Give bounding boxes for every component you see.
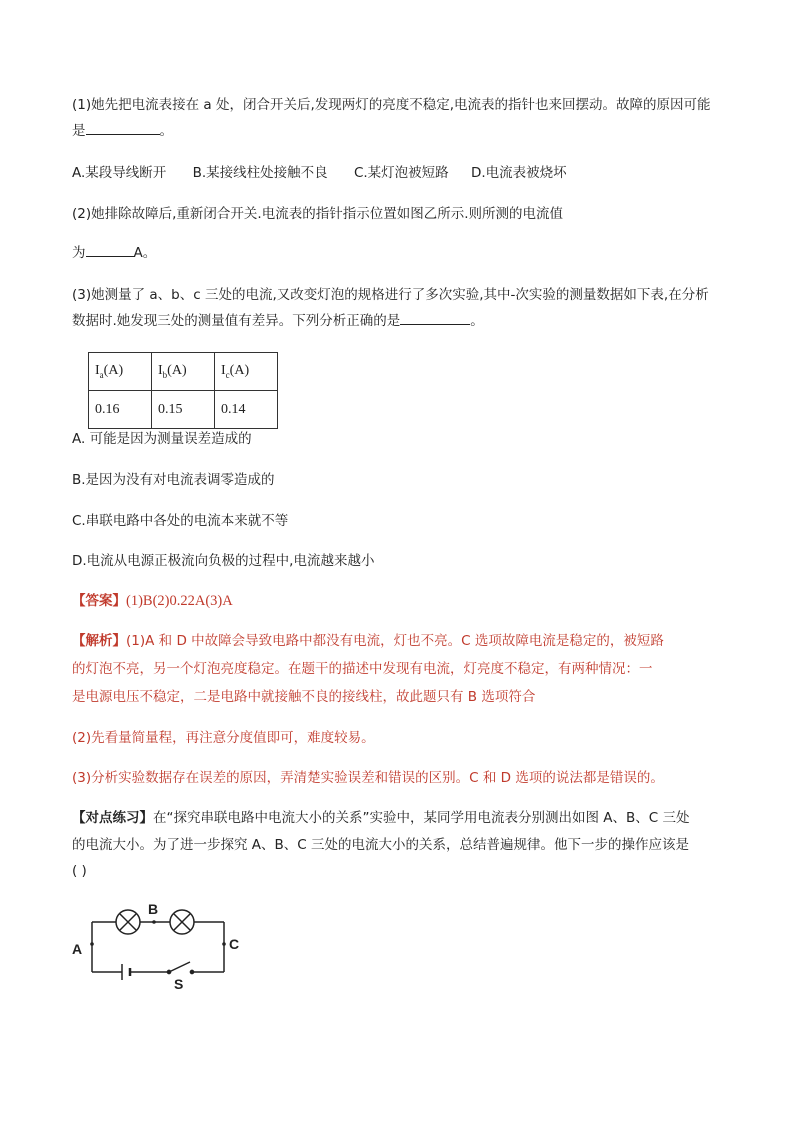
lamp-icon — [170, 910, 194, 934]
q2-stem-line1: (2)她排除故障后,重新闭合开关.电流表的指针指示位置如图乙所示.则所测的电流值 — [72, 206, 563, 222]
practice-line1 — [72, 809, 690, 827]
q2-answer-blank — [86, 244, 134, 257]
q1-stem-suffix: 。 — [159, 123, 173, 139]
label-a: A — [72, 941, 83, 957]
q1-stem-prefix: 是 — [72, 123, 86, 139]
answer-line — [72, 592, 233, 610]
label-s: S — [174, 976, 184, 990]
lamp-icon — [116, 910, 140, 934]
table-row — [89, 391, 278, 429]
q1-option-c: C.某灯泡被短路 — [353, 165, 449, 181]
q3-option-a: A. 可能是因为测量误差造成的 — [72, 431, 252, 447]
practice-tag: 【对点练习】 — [72, 810, 153, 826]
point-a-dot — [90, 942, 94, 946]
switch-icon — [167, 962, 193, 974]
q1-stem-line2 — [72, 122, 173, 140]
q1-answer-blank — [86, 122, 160, 135]
label-c: C — [229, 936, 240, 952]
current-data-table — [88, 352, 278, 429]
q1-options — [72, 164, 589, 182]
q2-stem-prefix: 为 — [72, 245, 86, 261]
analysis-line3: 是电源电压不稳定，二是电路中就接触不良的接线柱，故此题只有 B 选项符合 — [72, 689, 536, 705]
analysis-p3: (3)分析实验数据存在误差的原因，弄清楚实验误差和错误的区别。C 和 D 选项的说法都是错误的。 — [72, 770, 664, 786]
practice-line2: 的电流大小。为了进一步探究 A、B、C 三处的电流大小的关系，总结普遍规律。他下一步的操作应该是 — [72, 837, 690, 853]
practice-line3: ( ) — [72, 863, 87, 879]
table-cell: 0.14 — [215, 391, 278, 429]
series-circuit-diagram — [70, 898, 250, 990]
q3-option-b: B.是因为没有对电流表调零造成的 — [72, 472, 275, 488]
analysis-line1 — [72, 632, 664, 650]
analysis-tag: 【解析】 — [72, 633, 126, 649]
table-cell: 0.15 — [152, 391, 215, 429]
table-header-cell: $I_b(A)$ — [152, 353, 215, 391]
q3-stem-prefix: 数据时.她发现三处的测量值有差异。下列分析正确的是 — [72, 313, 401, 329]
q3-answer-blank — [400, 312, 470, 325]
answer-tag: 【答案】 — [72, 593, 126, 609]
point-b-dot — [152, 920, 156, 924]
table-cell: 0.16 — [89, 391, 152, 429]
q3-stem-line1: (3)她测量了 a、b、c 三处的电流,又改变灯泡的规格进行了多次实验,其中-次实验的测量数据如下表,在分析 — [72, 287, 709, 303]
table-header-cell: $I_c(A)$ — [215, 353, 278, 391]
q3-option-d: D.电流从电源正极流向负极的过程中,电流越来越小 — [72, 553, 375, 569]
q1-option-a: A.某段导线断开 — [72, 165, 167, 181]
battery-icon — [122, 964, 130, 980]
practice-text-line1: 在“探究串联电路中电流大小的关系”实验中，某同学用电流表分别测出如图 A、B、C 三处 — [153, 810, 690, 826]
analysis-line2: 的灯泡不亮，另一个灯泡亮度稳定。在题干的描述中发现有电流，灯亮度不稳定，有两种情况：一 — [72, 661, 653, 677]
q3-stem-suffix: 。 — [470, 313, 484, 329]
q2-stem-line2 — [72, 244, 156, 262]
analysis-p2: (2)先看量简量程，再注意分度值即可，难度较易。 — [72, 730, 375, 746]
label-b: B — [148, 901, 159, 917]
point-c-dot — [222, 942, 226, 946]
q2-stem-suffix: A。 — [133, 245, 157, 261]
analysis-text-line1: (1)A 和 D 中故障会导致电路中都没有电流，灯也不亮。C 选项故障电流是稳定的，被短路 — [126, 633, 664, 649]
table-header-cell: $I_a(A)$ — [89, 353, 152, 391]
answer-text: (1)B(2)0.22A(3)A — [126, 593, 233, 609]
table-header-row — [89, 353, 278, 391]
q1-option-d: D.电流表被烧坏 — [470, 165, 567, 181]
q1-stem-line1: (1)她先把电流表接在 a 处，闭合开关后,发现两灯的亮度不稳定,电流表的指针也来回摆动。故障的原因可能 — [72, 97, 711, 113]
q3-option-c: C.串联电路中各处的电流本来就不等 — [72, 513, 289, 529]
q3-stem-line2 — [72, 312, 484, 330]
q1-option-b: B.某接线柱处接触不良 — [192, 165, 328, 181]
